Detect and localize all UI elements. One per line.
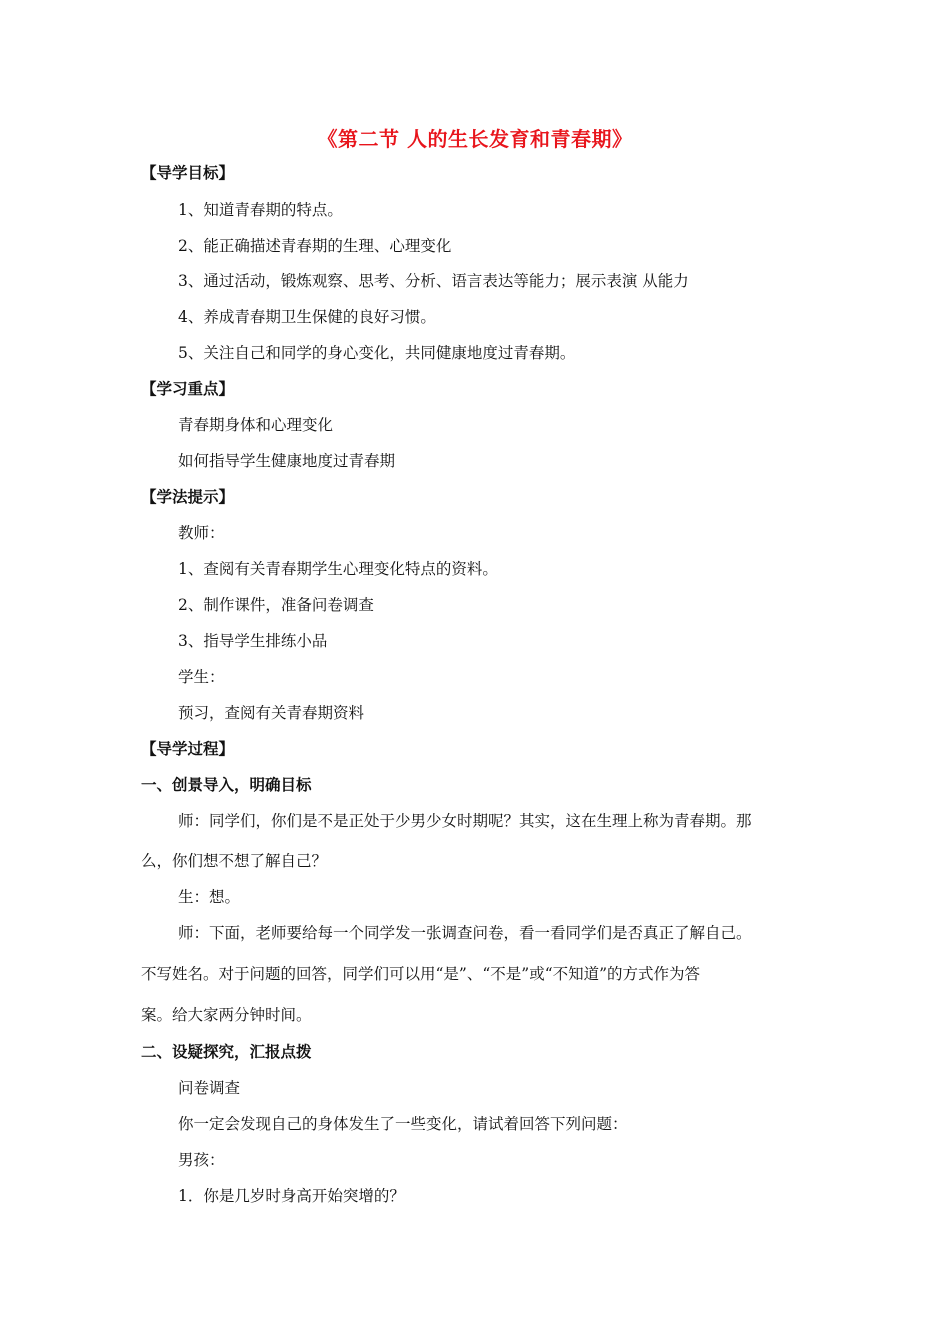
document-title: 《第二节 人的生长发育和青春期》 bbox=[317, 127, 633, 151]
question-item: 1．你是几岁时身高开始突增的？ bbox=[178, 1187, 405, 1205]
paragraph-line: 男孩： bbox=[178, 1151, 225, 1169]
objective-item: 1、知道青春期的特点。 bbox=[178, 201, 343, 219]
key-points-heading: 【学习重点】 bbox=[141, 380, 235, 398]
objective-item: 4、养成青春期卫生保健的良好习惯。 bbox=[178, 308, 436, 326]
key-point-item: 如何指导学生健康地度过青春期 bbox=[178, 452, 396, 470]
key-point-item: 青春期身体和心理变化 bbox=[178, 416, 334, 434]
teacher-label: 教师： bbox=[178, 524, 225, 542]
process-heading: 【导学过程】 bbox=[141, 740, 235, 758]
paragraph-line: 案。给大家两分钟时间。 bbox=[141, 1006, 312, 1024]
objective-item: 2、能正确描述青春期的生理、心理变化 bbox=[178, 237, 452, 255]
objectives-heading: 【导学目标】 bbox=[141, 164, 235, 182]
student-label: 学生： bbox=[178, 668, 225, 686]
section2-heading: 二、设疑探究，汇报点拨 bbox=[141, 1043, 312, 1061]
method-hints-heading: 【学法提示】 bbox=[141, 488, 235, 506]
paragraph-line: 师：同学们，你们是不是正处于少男少女时期呢？其实，这在生理上称为青春期。那 bbox=[178, 812, 752, 830]
teacher-item: 3、指导学生排练小品 bbox=[178, 632, 328, 650]
objective-item: 5、关注自己和同学的身心变化，共同健康地度过青春期。 bbox=[178, 344, 576, 362]
paragraph-line: 师：下面，老师要给每一个同学发一张调查问卷，看一看同学们是否真正了解自己。 bbox=[178, 924, 752, 942]
teacher-item: 1、查阅有关青春期学生心理变化特点的资料。 bbox=[178, 560, 498, 578]
paragraph-line: 么，你们想不想了解自己？ bbox=[141, 852, 328, 870]
section1-heading: 一、创景导入，明确目标 bbox=[141, 776, 312, 794]
student-item: 预习，查阅有关青春期资料 bbox=[178, 704, 365, 722]
paragraph-line: 不写姓名。对于问题的回答，同学们可以用“是”、“不是”或“不知道”的方式作为答 bbox=[141, 965, 701, 983]
paragraph-line: 问卷调查 bbox=[178, 1079, 241, 1097]
paragraph-line: 你一定会发现自己的身体发生了一些变化，请试着回答下列问题： bbox=[178, 1115, 628, 1133]
paragraph-line: 生：想。 bbox=[178, 888, 241, 906]
objective-item: 3、通过活动，锻炼观察、思考、分析、语言表达等能力；展示表演 从能力 bbox=[178, 272, 689, 290]
teacher-item: 2、制作课件，准备问卷调查 bbox=[178, 596, 374, 614]
